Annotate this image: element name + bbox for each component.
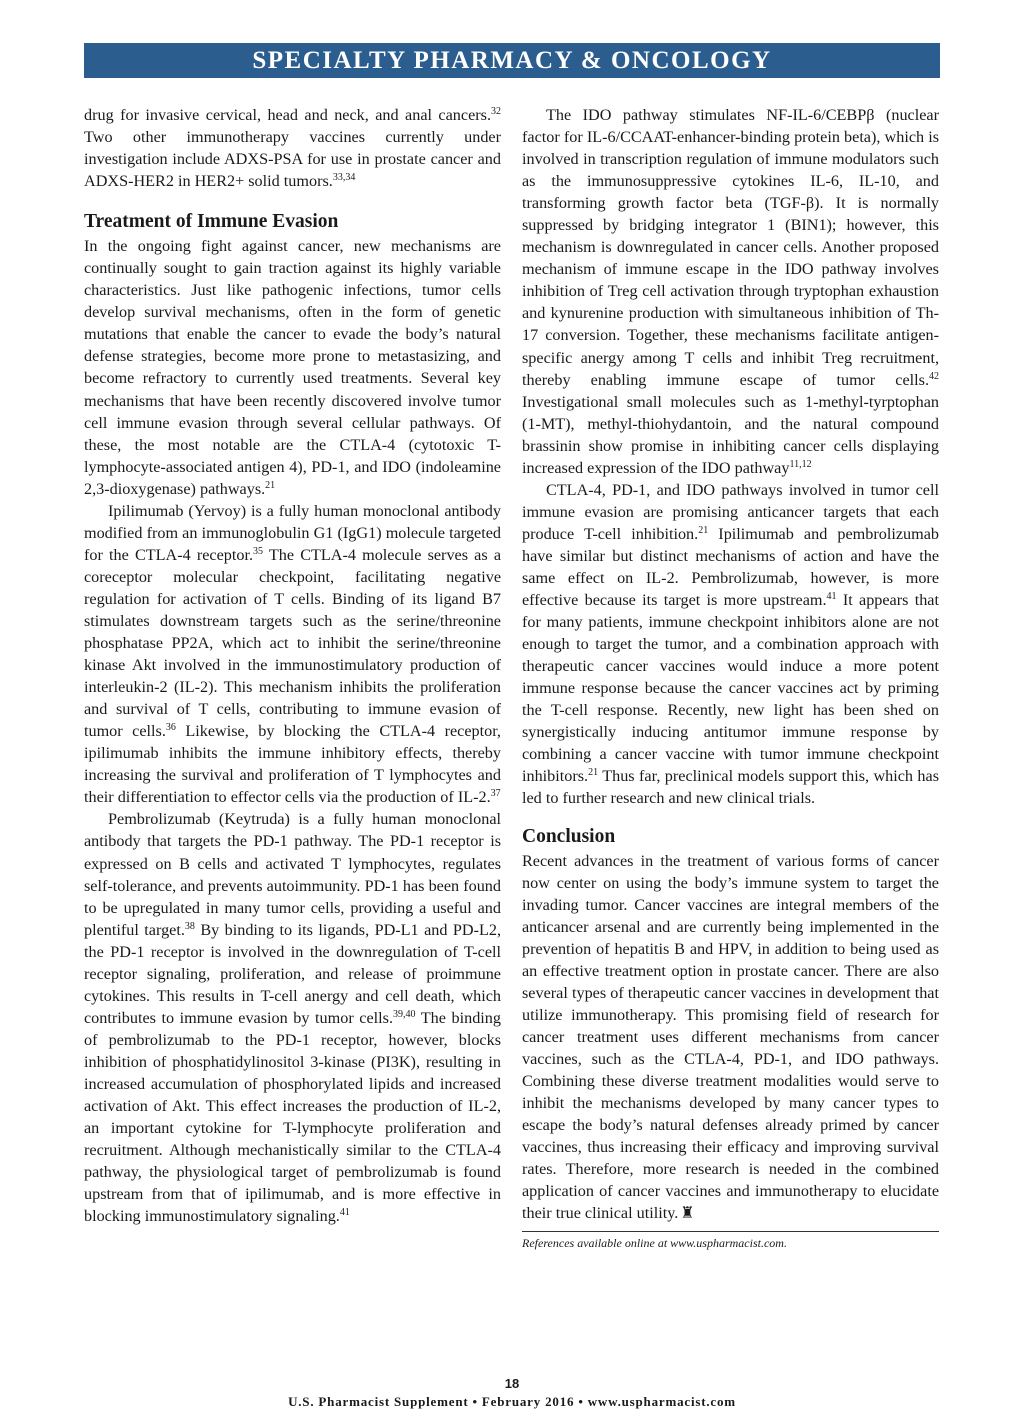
paragraph: Ipilimumab (Yervoy) is a fully human monoclonal antibody modified from an immunoglobulin G1 (IgG1) molecule targeted for the CTLA-4 receptor.$^{35}$ The CTLA-4 molecule serves as a coreceptor molecular checkpoint, facilitating negative regulation for activation of T cells. Binding of its ligand B7 stimulates downstream targets such as the serine/threonine phosphatase PP2A, which act to inhibit the serine/threonine kinase Akt involved in the immunostimulatory production of interleukin-2 (IL-2). This mechanism inhibits the proliferation and survival of T cells, contributing to immune evasion of tumor cells.$^{36}$ Likewise, by blocking the CTLA-4 receptor, ipilimumab inhibits the immune inhibitory effects, thereby increasing the survival and proliferation of T lymphocytes and their differentiation to effector cells via the production of IL-2.37 [84, 501, 501, 807]
citation: 33,34 [332, 172, 356, 184]
paragraph: Pembrolizumab (Keytruda) is a fully human monoclonal antibody that targets the PD-1 pathway. The PD-1 receptor is expressed on B cells and activated T lymphocytes, regulates self-tolerance, and prevents autoimmunity. PD-1 has been found to be upregulated in many tumor cells, providing a useful and plentiful target.$^{38}$ By binding to its ligands, PD-L1 and PD-L2, the PD-1 receptor is involved in the downregulation of T-cell receptor signaling, proliferation, and release of proimmune cytokines. This results in T-cell anergy and cell death, which contributes to immune evasion by tumor cells.$^{39,40}$ The binding of pembrolizumab to the PD-1 receptor, however, blocks inhibition of phosphatidylinositol 3-kinase (PI3K), resulting in increased accumulation of phosphorylated lipids and increased activation of Akt. This effect increases the production of IL-2, an important cytokine for T-lymphocyte proliferation and recruitment. Although mechanistically similar to the CTLA-4 pathway, the physiological target of pembrolizumab is found upstream from that of ipilimumab, and is more effective in blocking immunostimulatory signaling.$^{41}$ [84, 810, 501, 1226]
paragraph: Recent advances in the treatment of various forms of cancer now center on using the body’s immune system to target the invading tumor. Cancer vaccines are integral members of the anticancer arsenal and are currently being implemented in the prevention of hepatitis B and HPV, in addition to being used as an effective treatment option in prostate cancer. There are also several types of therapeutic cancer vaccines in development that utilize immunotherapy. This promising field of research for cancer treatment uses different mechanisms from cancer vaccines, such as the CTLA-4, PD-1, and IDO pathways. Combining these diverse treatment modalities would serve to inhibit the mechanisms developed by many cancer types to escape the body’s natural defenses already primed by cancer vaccines, thus increasing their efficacy and improving survival rates. Therefore, more research is needed in the combined application of cancer vaccines and immunotherapy to elucidate their true clinical utility. ♜ [522, 851, 939, 1223]
citation: 41 [339, 1207, 350, 1219]
paragraph: CTLA-4, PD-1, and IDO pathways involved in tumor cell immune evasion are promising anticancer targets that each produce T-cell inhibition.$^{21}$ Ipilimumab and pembrolizumab have similar but distinct mechanisms of action and have the same effect on IL-2. Pembrolizumab, however, is more effective because its target is more upstream.$^{41}$ It appears that for many patients, immune checkpoint inhibitors alone are not enough to target the tumor, and a combination approach with therapeutic cancer vaccines would induce a more potent immune response because the cancer vaccines act by priming the T-cell response. Recently, new light has been shed on synergistically inducing antitumor immune response by combining a cancer vaccine with tumor immune checkpoint inhibitors.$^{21}$ Thus far, preclinical models support this, which has led to further research and new clinical trials. [522, 480, 939, 808]
citation: 37 [490, 788, 501, 800]
right-column [522, 104, 939, 1250]
citation: 39,40 [393, 1008, 416, 1020]
citation: 21 [588, 767, 599, 779]
citation: 38 [184, 920, 195, 932]
section-banner [84, 43, 940, 78]
section-heading: Treatment of Immune Evasion [84, 211, 339, 233]
footer-publication-line: U.S. Pharmacist Supplement • February 2016 • www.uspharmacist.com [288, 1394, 736, 1409]
paragraph: In the ongoing fight against cancer, new mechanisms are continually sought to gain traction against its highly variable characteristics. Just like pathogenic infections, tumor cells develop survival mechanisms, often in the form of genetic mutations that enable the cancer to evade the body’s natural defense strategies, become more prone to metastasizing, and become refractory to currently used treatments. Several key mechanisms that have been recently discovered involve tumor cell immune evasion through several cellular pathways. Of these, the most notable are the CTLA-4 (cytotoxic T-lymphocyte-associated antigen 4), PD-1, and IDO (indoleamine 2,3-dioxygenase) pathways.$^{21}$ [84, 237, 501, 498]
page-footer [0, 1376, 1024, 1410]
left-column [84, 104, 501, 1227]
citation: 32 [491, 106, 501, 117]
references-note: References available online at www.uspharmacist.com. [522, 1231, 939, 1250]
citation: 21 [698, 524, 709, 536]
citation: 35 [253, 545, 264, 557]
paragraph: drug for invasive cervical, head and neck, and anal cancers.$^{32}$ Two other immunotherapy vaccines currently under investigation include ADXS-PSA for use in prostate cancer and ADXS-HER2 in HER2+ solid tumors.$^{33,34}$ [84, 106, 501, 191]
page-number: 18 [504, 1376, 520, 1391]
citation: 21 [265, 479, 276, 491]
section-title: SPECIALTY PHARMACY & ONCOLOGY [252, 47, 772, 74]
section-heading: Conclusion [522, 825, 616, 847]
citation: 42 [929, 370, 939, 382]
paragraph: The IDO pathway stimulates NF-IL-6/CEBPβ (nuclear factor for IL-6/CCAAT-enhancer-binding protein beta), which is involved in transcription regulation of immune modulators such as the immunosuppressive cytokines IL-6, IL-10, and transforming growth factor beta (TGF-β). It is normally suppressed by bridging integrator 1 (BIN1); however, this mechanism is downregulated in cancer cells. Another proposed mechanism of immune escape in the IDO pathway involves inhibition of Treg cell activation through tryptophan exhaustion and kynurenine production with simultaneous inhibition of Th-17 conversion. Together, these mechanisms facilitate antigen-specific anergy among T cells and inhibit Treg recruitment, thereby enabling immune escape of tumor cells.$^{42}$ Investigational small molecules such as 1-methyl-tyrptophan (1-MT), methyl-thiohydantoin, and the natural compound brassinin show promise in inhibiting cancer cells displaying increased expression of the IDO pathway$^{11,12}$ [522, 106, 939, 477]
citation: 36 [165, 722, 176, 734]
citation: 41 [826, 591, 837, 603]
end-mark-icon: ♜ [680, 1205, 695, 1223]
citation: 11,12 [789, 458, 812, 470]
